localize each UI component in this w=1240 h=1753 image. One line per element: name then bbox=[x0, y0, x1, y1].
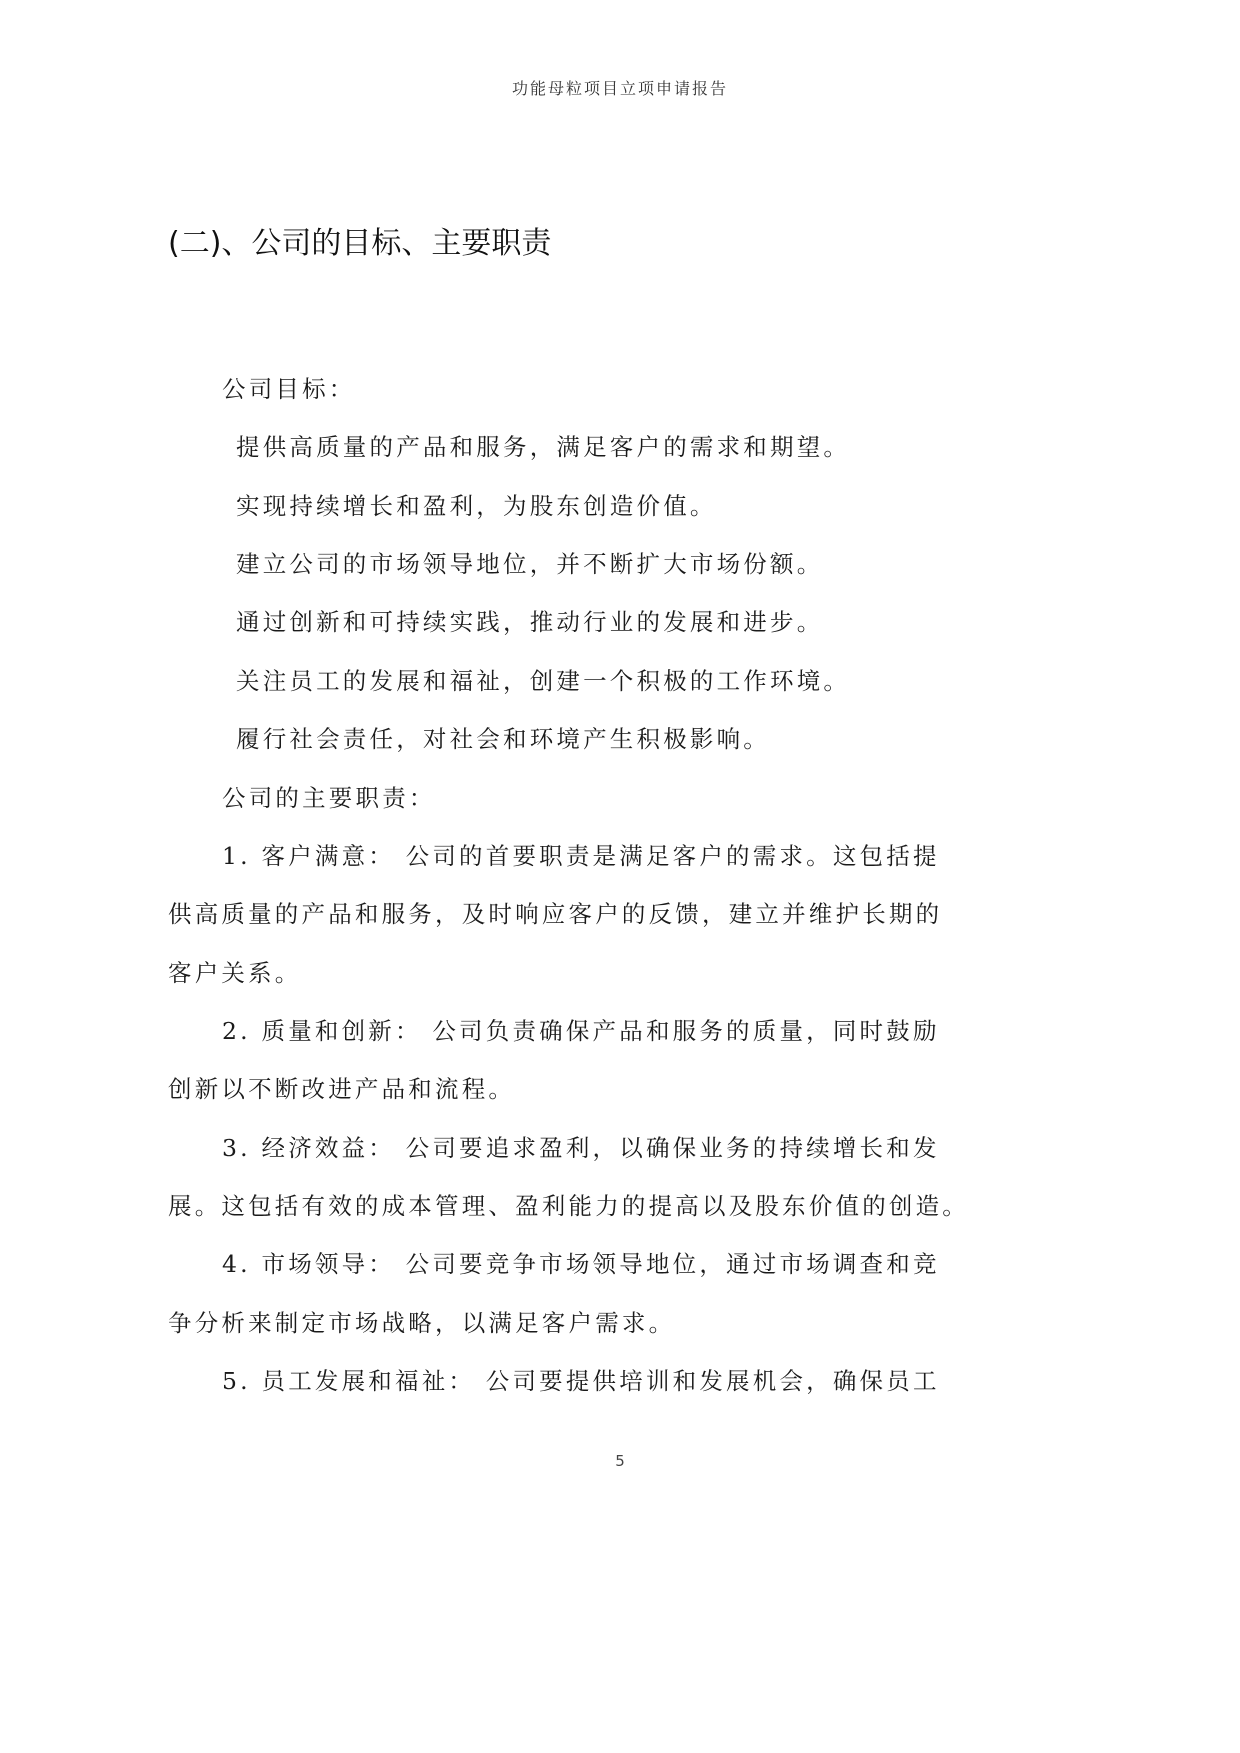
goal-item: 实现持续增长和盈利，为股东创造价值。 bbox=[236, 492, 717, 520]
duty-paragraph-line: 3. 经济效益： 公司要追求盈利，以确保业务的持续增长和发 bbox=[222, 1134, 940, 1162]
goal-item: 建立公司的市场领导地位，并不断扩大市场份额。 bbox=[236, 550, 824, 578]
goal-item: 关注员工的发展和福祉，创建一个积极的工作环境。 bbox=[236, 667, 851, 695]
goals-label: 公司目标： bbox=[222, 375, 356, 403]
goal-item: 履行社会责任，对社会和环境产生积极影响。 bbox=[236, 725, 770, 753]
duty-paragraph-line: 客户关系。 bbox=[168, 959, 302, 987]
duty-paragraph-line: 创新以不断改进产品和流程。 bbox=[168, 1075, 516, 1103]
duty-paragraph-line: 展。这包括有效的成本管理、盈利能力的提高以及股东价值的创造。 bbox=[168, 1192, 969, 1220]
duty-paragraph-line: 供高质量的产品和服务，及时响应客户的反馈，建立并维护长期的 bbox=[168, 900, 943, 928]
running-header: 功能母粒项目立项申请报告 bbox=[511, 79, 728, 98]
duty-paragraph-line: 4. 市场领导： 公司要竞争市场领导地位，通过市场调查和竞 bbox=[222, 1250, 940, 1278]
goal-item: 通过创新和可持续实践，推动行业的发展和进步。 bbox=[236, 608, 824, 636]
duty-paragraph-line: 5. 员工发展和福祉： 公司要提供培训和发展机会，确保员工 bbox=[222, 1367, 940, 1395]
goal-item: 提供高质量的产品和服务，满足客户的需求和期望。 bbox=[236, 433, 851, 461]
page-number: 5 bbox=[615, 1452, 625, 1470]
duty-paragraph-line: 1. 客户满意： 公司的首要职责是满足客户的需求。这包括提 bbox=[222, 842, 940, 870]
duty-paragraph-line: 2. 质量和创新： 公司负责确保产品和服务的质量，同时鼓励 bbox=[222, 1017, 940, 1045]
duty-paragraph-line: 争分析来制定市场战略，以满足客户需求。 bbox=[168, 1309, 676, 1337]
duties-label: 公司的主要职责： bbox=[222, 784, 436, 812]
section-heading: (二)、公司的目标、主要职责 bbox=[168, 226, 552, 261]
